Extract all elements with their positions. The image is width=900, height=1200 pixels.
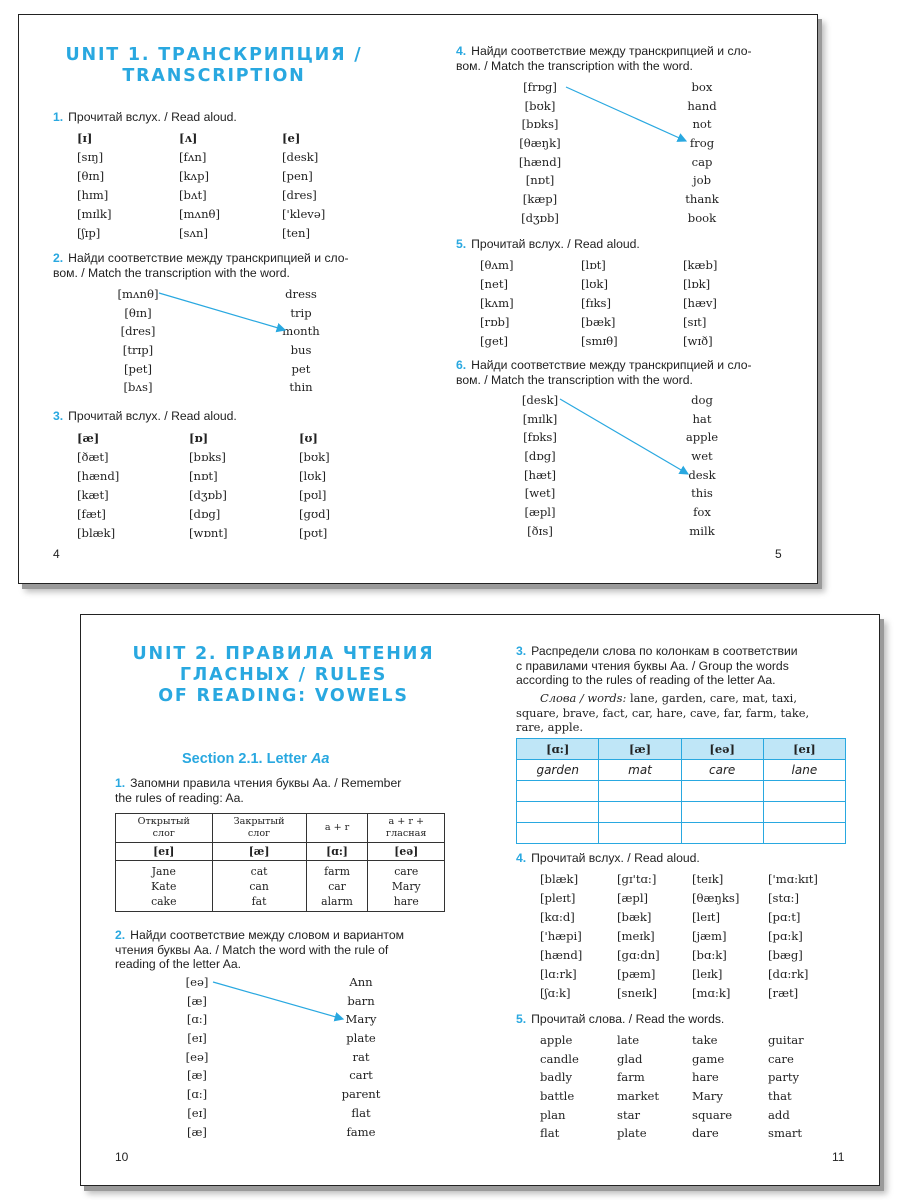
text-item: [æ] <box>599 739 681 760</box>
text-item: [ɑ:] <box>186 1087 208 1102</box>
text-item: wet <box>691 449 713 464</box>
text-item: cart <box>349 1068 373 1083</box>
text-item: [bʌt] <box>179 188 207 202</box>
text-item: cap <box>691 154 713 169</box>
text-item: book <box>687 210 717 225</box>
text-item: [smɪθ] <box>581 334 618 348</box>
text-item: trip <box>290 305 312 320</box>
text-item: job <box>693 173 711 188</box>
text-item: Найди соответствие между транскрипцией и сло- <box>68 251 349 265</box>
text-item: alarm <box>321 894 353 908</box>
text-item: [get] <box>480 334 508 348</box>
text-item: [frɒg] <box>523 80 557 94</box>
text-item: [hæv] <box>683 296 717 310</box>
text-item: [lɑ:rk] <box>540 967 577 981</box>
text-item: [ɒ] <box>189 431 209 445</box>
text-item: parent <box>341 1087 381 1102</box>
text-item: apple <box>685 430 719 445</box>
text-item: 1. <box>53 110 64 124</box>
text-item: OF READING: VOWELS <box>158 686 409 706</box>
empty-cell <box>517 802 599 823</box>
text-item: [e] <box>282 131 301 145</box>
exercise-5-column-4 <box>768 1031 804 1143</box>
text-item: [ɑ:] <box>517 739 599 760</box>
text-item: [pleɪt] <box>540 891 576 905</box>
text-item: this <box>691 486 713 501</box>
empty-cell <box>599 823 681 844</box>
text-item: [eɪ] <box>187 1105 207 1120</box>
text-item: гласная <box>386 828 427 839</box>
text-item: Распредели слова по колонкам в соответствии <box>531 644 798 658</box>
exercise-4-column-4 <box>768 870 818 1003</box>
text-item: UNIT 2. ПРАВИЛА ЧТЕНИЯ <box>132 644 435 664</box>
text-item: Section 2.1. Letter <box>182 751 307 767</box>
text-item: market <box>617 1089 659 1104</box>
text-item: fat <box>251 894 267 908</box>
text-item: dress <box>285 287 317 301</box>
page-number: 10 <box>115 1150 129 1164</box>
text-item: pet <box>291 361 311 376</box>
text-item: [pæm] <box>617 967 656 981</box>
text-item: [sneɪk] <box>617 986 658 1000</box>
text-item: [lʊk] <box>299 469 326 483</box>
page-10 <box>81 615 480 1185</box>
text-item: [eə] <box>185 1049 209 1064</box>
text-item: [blæk] <box>540 872 579 886</box>
text-item: [dʒɒb] <box>521 210 559 225</box>
text-item: dare <box>692 1126 719 1141</box>
text-item: [æ] <box>187 1068 207 1083</box>
text-item: square <box>692 1107 733 1122</box>
text-item: 3. <box>516 644 527 658</box>
exercise-3-sorting-table <box>516 738 846 844</box>
exercise-3-column-u <box>299 429 330 543</box>
text-item: farm <box>324 864 350 878</box>
text-item: plan <box>540 1107 566 1122</box>
text-item: Прочитай вслух. / Read aloud. <box>68 110 237 124</box>
text-item: Открытый <box>137 816 190 827</box>
text-item: 2. <box>115 928 126 942</box>
text-item: [nɒt] <box>189 469 218 483</box>
text-item: [blæk] <box>77 526 116 540</box>
text-item: [bæg] <box>768 948 803 962</box>
text-item: [ʃɪp] <box>77 226 101 240</box>
text-item: [hæt] <box>523 467 557 482</box>
page-5 <box>418 15 817 583</box>
text-item: [ɪ] <box>77 131 93 145</box>
empty-cell <box>517 781 599 802</box>
text-item: [ðæt] <box>77 450 109 464</box>
book-spread-unit-1 <box>18 14 818 584</box>
exercise-3-column-ae <box>77 429 119 543</box>
text-item: fox <box>693 505 711 520</box>
text-item: [leɪk] <box>692 967 723 981</box>
text-item: [hɪm] <box>77 188 109 202</box>
text-item: [dres] <box>120 324 156 339</box>
text-item: [gɑ:dn] <box>617 948 660 962</box>
text-item: Найди соответствие между транскрипцией и сло- <box>471 358 752 372</box>
text-item: milk <box>689 523 715 538</box>
text-item: [fɪks] <box>581 296 612 310</box>
exercise-4-column-2 <box>617 870 660 1003</box>
text-item: [dʒɒb] <box>189 488 227 502</box>
text-item: слог <box>152 828 175 839</box>
text-item: [ten] <box>282 226 311 240</box>
text-item: [kæt] <box>77 488 109 502</box>
text-item: star <box>617 1107 641 1122</box>
text-item: hat <box>692 411 712 426</box>
text-item: Mary <box>692 1089 723 1104</box>
text-item: according to the rules of reading of the letter Aa. <box>516 673 776 687</box>
text-item: 4. <box>516 851 527 865</box>
text-item: [gɪ'tɑ:] <box>617 872 657 886</box>
text-item: [sʌn] <box>179 226 209 240</box>
exercise-3-column-o <box>189 429 228 543</box>
text-item: farm <box>617 1070 645 1085</box>
text-item: a + r + <box>388 816 425 827</box>
text-item: desk <box>688 467 716 482</box>
text-item: [θɪn] <box>77 169 105 183</box>
text-item: [fɒks] <box>523 430 557 445</box>
text-item: box <box>691 80 713 94</box>
exercise-4-instruction <box>516 851 700 866</box>
text-item: month <box>282 324 320 339</box>
exercise-5-column-1 <box>540 1031 579 1143</box>
text-item: [mɪlk] <box>522 411 558 426</box>
text-item: [æ] <box>77 431 100 445</box>
text-item: care <box>681 760 763 781</box>
text-item: [pʊl] <box>299 488 327 502</box>
text-item: add <box>768 1107 790 1122</box>
text-item: 5. <box>516 1012 527 1026</box>
text-item: [stɑ:] <box>768 891 799 905</box>
text-item: 4. <box>456 44 467 58</box>
text-item: [desk] <box>521 393 559 407</box>
text-item: Прочитай вслух. / Read aloud. <box>531 851 700 865</box>
text-item: [eɪ] <box>187 1031 207 1046</box>
text-item: square, brave, fact, car, hare, cave, far, farm, take, <box>516 705 810 720</box>
empty-cell <box>599 802 681 823</box>
text-item: rare, apple. <box>516 720 584 734</box>
text-item: [kʌp] <box>179 169 210 183</box>
text-item: [eə] <box>368 843 445 861</box>
exercise-5-column-2 <box>617 1031 659 1143</box>
text-item: Kate <box>151 879 177 893</box>
text-item: [wɪð] <box>683 334 713 348</box>
text-item: flat <box>540 1126 560 1141</box>
text-item: glad <box>617 1051 643 1066</box>
text-item: [hænd] <box>77 469 120 483</box>
text-item: dog <box>691 393 713 407</box>
text-item: [gʊd] <box>299 507 331 521</box>
text-item: [æpl] <box>617 891 649 905</box>
text-item: 3. <box>53 409 64 423</box>
text-item: candle <box>540 1051 579 1066</box>
text-item: [desk] <box>282 150 319 164</box>
page-number: 11 <box>832 1150 845 1164</box>
text-item: [ɑ:] <box>306 843 368 861</box>
text-item: [dɑ:rk] <box>768 967 809 981</box>
text-item: [bʌs] <box>123 380 153 395</box>
empty-cell <box>681 823 763 844</box>
text-item: [rɒb] <box>480 315 510 329</box>
text-item: [sɪŋ] <box>77 150 104 164</box>
text-item: [θɪn] <box>124 305 152 320</box>
text-item: ['hæpi] <box>540 929 582 943</box>
text-item: [wet] <box>524 486 556 501</box>
text-item: [lʊk] <box>581 277 608 291</box>
text-item: hare <box>692 1070 719 1085</box>
page-11 <box>480 615 879 1185</box>
text-item: that <box>768 1089 792 1104</box>
text-item: [æ] <box>187 1124 207 1139</box>
empty-cell <box>763 823 845 844</box>
text-item: [dres] <box>282 188 317 202</box>
text-item: Прочитай слова. / Read the words. <box>531 1012 725 1026</box>
text-item: [bɒks] <box>521 117 559 132</box>
text-item: [fæt] <box>77 507 106 521</box>
text-item: hare <box>393 894 419 908</box>
text-item: [pɑ:t] <box>768 910 801 924</box>
text-item: [fʌn] <box>179 150 207 164</box>
text-item: вом. / Match the transcription with the word. <box>53 265 290 280</box>
text-item: [dɒg] <box>524 449 556 464</box>
text-item: [sɪt] <box>683 315 707 329</box>
text-item: car <box>328 879 346 893</box>
text-item: [mʌnθ] <box>179 207 221 221</box>
text-item: [mɪlk] <box>77 207 112 221</box>
text-item: game <box>692 1051 725 1066</box>
empty-cell <box>763 781 845 802</box>
text-item: [æpl] <box>524 505 556 520</box>
text-item: [mʌnθ] <box>117 287 159 301</box>
empty-cell <box>517 823 599 844</box>
text-item: care <box>394 864 419 878</box>
text-item: [meɪk] <box>617 929 655 943</box>
exercise-2-example-arrow <box>81 615 480 1185</box>
text-item: barn <box>347 993 375 1008</box>
text-item: fame <box>346 1124 376 1139</box>
text-item: reading of the letter Aa. <box>115 957 242 971</box>
text-item: flat <box>351 1105 371 1120</box>
exercise-6-example-arrow <box>418 15 817 583</box>
text-item: [pet] <box>124 361 152 376</box>
text-item: Прочитай вслух. / Read aloud. <box>471 237 640 251</box>
text-item: apple <box>540 1033 573 1047</box>
empty-cell <box>599 781 681 802</box>
text-item: smart <box>768 1126 803 1141</box>
exercise-3-instruction <box>516 644 846 688</box>
text-item: [kʌm] <box>480 296 514 310</box>
text-item: [kæb] <box>683 258 718 272</box>
text-item: Aa <box>310 751 330 767</box>
text-item: not <box>692 117 712 132</box>
exercise-4-column-1 <box>540 870 582 1003</box>
text-item: plate <box>346 1031 376 1046</box>
page-number: 5 <box>775 547 782 561</box>
text-item: [bæk] <box>581 315 616 329</box>
text-item: [ræt] <box>768 986 799 1000</box>
text-item: [bɒks] <box>189 450 226 464</box>
text-item: guitar <box>768 1033 804 1047</box>
text-item: 5. <box>456 237 467 251</box>
text-item: hand <box>687 98 717 113</box>
text-item: [eɪ] <box>116 843 213 861</box>
text-item: Jane <box>151 864 176 878</box>
text-item: cake <box>151 894 177 908</box>
text-item: Найди соответствие между транскрипцией и сло- <box>471 44 752 58</box>
text-item: thin <box>289 380 313 395</box>
text-item: [bʊk] <box>299 450 330 464</box>
text-item: lane <box>763 760 845 781</box>
text-item: cat <box>250 864 268 878</box>
text-item: garden <box>517 760 599 781</box>
text-item: [θʌm] <box>480 258 514 272</box>
text-item: вом. / Match the transcription with the word. <box>456 58 693 73</box>
text-item: [leɪt] <box>692 910 720 924</box>
text-item: UNIT 1. ТРАНСКРИПЦИЯ / <box>65 45 363 65</box>
text-item: [pɑ:k] <box>768 929 803 943</box>
text-item: badly <box>540 1070 573 1085</box>
text-item: [eə] <box>681 739 763 760</box>
page-number: 4 <box>53 547 60 561</box>
text-item: battle <box>540 1089 575 1104</box>
text-item: [bɑ:k] <box>692 948 727 962</box>
text-item: plate <box>617 1126 647 1141</box>
text-item: [bʊk] <box>524 98 556 113</box>
text-item: [ʊ] <box>299 431 318 445</box>
empty-cell <box>763 802 845 823</box>
text-item: Запомни правила чтения буквы Aa. / Remember <box>130 776 402 790</box>
text-item: чтения буквы Aa. / Match the word with the rule of <box>115 942 389 957</box>
text-item: Найди соответствие между словом и вариантом <box>130 928 405 942</box>
exercise-4-column-3 <box>692 870 739 1003</box>
text-item: [pʊt] <box>299 526 328 540</box>
text-item: [hænd] <box>540 948 583 962</box>
exercise-5-instruction <box>516 1012 724 1027</box>
page-4 <box>19 15 418 583</box>
text-item: Слова / words: <box>540 691 627 705</box>
text-item: Прочитай вслух. / Read aloud. <box>68 409 237 423</box>
text-item: 2. <box>53 251 64 265</box>
exercise-3-instruction <box>53 409 237 424</box>
text-item: [ɑ:] <box>186 1012 208 1027</box>
text-item: bus <box>290 343 312 358</box>
text-item: [θæŋks] <box>692 891 740 905</box>
text-item: ГЛАСНЫХ / RULES <box>179 665 388 685</box>
text-item: lane, garden, care, mat, taxi, <box>629 691 797 705</box>
text-item: [θæŋk] <box>519 136 561 151</box>
text-item: a + r <box>324 822 350 833</box>
text-item: frog <box>689 136 715 151</box>
text-item: слог <box>247 828 271 839</box>
text-item: mat <box>599 760 681 781</box>
text-item: [ʃɑ:k] <box>540 986 571 1000</box>
text-item: [nɒt] <box>525 173 555 188</box>
text-item: Закрытый <box>233 816 285 827</box>
text-item: [teɪk] <box>692 872 724 886</box>
text-item: Mary <box>391 879 421 893</box>
text-item: [lɒk] <box>683 277 711 291</box>
text-item: [trɪp] <box>122 343 154 358</box>
text-item: thank <box>685 192 719 207</box>
text-item: [dɒg] <box>189 507 221 521</box>
text-item: Mary <box>345 1012 377 1027</box>
empty-cell <box>681 802 763 823</box>
text-item: [wɒnt] <box>189 526 228 540</box>
text-item: [jæm] <box>692 929 727 943</box>
text-item: [æ] <box>212 843 306 861</box>
text-item: [eə] <box>185 975 209 989</box>
text-item: care <box>768 1051 794 1066</box>
text-item: Ann <box>349 975 373 989</box>
text-item: take <box>692 1033 718 1047</box>
text-item: [pen] <box>282 169 313 183</box>
text-item: rat <box>352 1049 370 1064</box>
text-item: вом. / Match the transcription with the word. <box>456 372 693 387</box>
exercise-3-word-bank <box>516 691 846 735</box>
text-item: [kɑ:d] <box>540 910 575 924</box>
text-item: с правилами чтения буквы Aa. / Group the words <box>516 658 789 673</box>
text-item: 6. <box>456 358 467 372</box>
text-item: [eɪ] <box>763 739 845 760</box>
text-item: [ʌ] <box>179 131 198 145</box>
text-item: late <box>617 1033 640 1047</box>
text-item: [lɒt] <box>581 258 606 272</box>
text-item: [ðɪs] <box>527 523 553 538</box>
text-item: ['mɑ:kɪt] <box>768 872 818 886</box>
text-item: [hænd] <box>518 154 562 169</box>
book-spread-unit-2 <box>80 614 880 1186</box>
text-item: [mɑ:k] <box>692 986 731 1000</box>
text-item: party <box>768 1070 800 1085</box>
text-item: ['klevə] <box>282 207 326 221</box>
exercise-5-column-3 <box>692 1031 732 1143</box>
empty-cell <box>681 781 763 802</box>
text-item: the rules of reading: Aa. <box>115 790 244 805</box>
text-item: 1. <box>115 776 126 790</box>
text-item: [æ] <box>187 993 207 1008</box>
text-item: can <box>249 879 269 893</box>
text-item: TRANSCRIPTION <box>122 66 306 86</box>
text-item: [bæk] <box>617 910 652 924</box>
text-item: [kæp] <box>522 192 558 207</box>
text-item: [net] <box>480 277 509 291</box>
